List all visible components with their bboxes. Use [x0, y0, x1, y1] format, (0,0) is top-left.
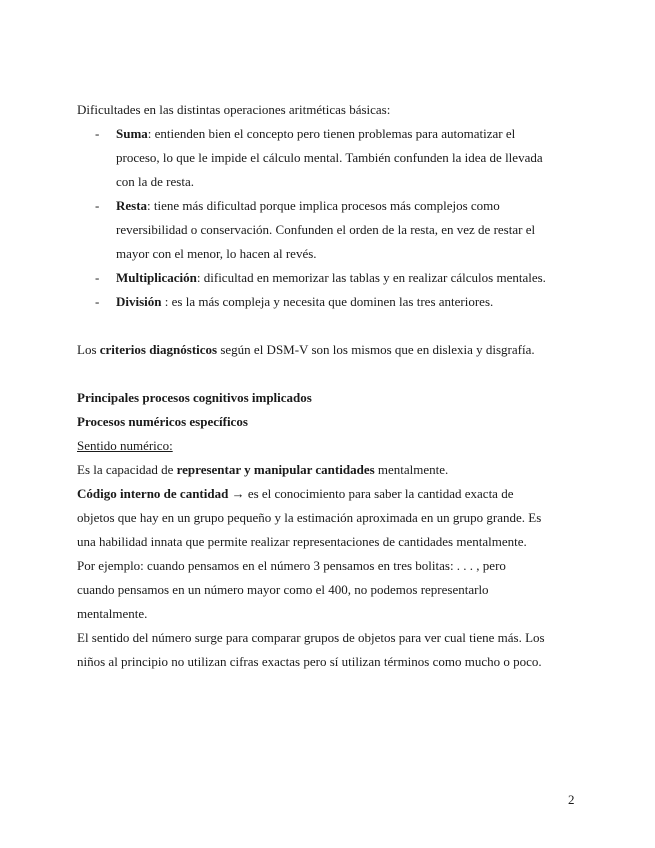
- bullet-dash: -: [95, 198, 100, 213]
- heading-procesos-cognitivos: Principales procesos cognitivos implicados: [77, 390, 312, 405]
- bullet-suma-line3: con la de resta.: [116, 174, 194, 189]
- bullet-dash: -: [95, 294, 100, 309]
- example-line1: Por ejemplo: cuando pensamos en el número 3 pensamos en tres bolitas: . . . , pero: [77, 558, 506, 573]
- codigo-line3: una habilidad innata que permite realizar representaciones de cantidades mentalmente.: [77, 534, 527, 549]
- bullet-suma-term: Suma: [116, 126, 148, 141]
- bullet-multiplicacion-line1: Multiplicación: dificultad en memorizar las tablas y en realizar cálculos mentales.: [116, 270, 546, 285]
- heading-procesos-numericos: Procesos numéricos específicos: [77, 414, 248, 429]
- bullet-dash: -: [95, 126, 100, 141]
- bullet-suma-line1: Suma: entienden bien el concepto pero tienen problemas para automatizar el: [116, 126, 516, 141]
- bullet-division-term: División: [116, 294, 162, 309]
- page-number: 2: [568, 792, 575, 807]
- criteria-bold: criterios diagnósticos: [99, 342, 218, 357]
- definition-bold: representar y manipular cantidades: [176, 462, 375, 477]
- example-line3: mentalmente.: [77, 606, 148, 621]
- example-line2: cuando pensamos en un número mayor como el 400, no podemos representarlo: [77, 582, 489, 597]
- criteria-paragraph: Los criterios diagnósticos según el DSM-V son los mismos que en dislexia y disgrafía.: [77, 342, 535, 357]
- bullet-resta-line1: Resta: tiene más dificultad porque implica procesos más complejos como: [116, 198, 500, 213]
- bullet-resta-line3: mayor con el menor, lo hacen al revés.: [116, 246, 317, 261]
- bullet-suma-line2: proceso, lo que le impide el cálculo mental. También confunden la idea de llevada: [116, 150, 543, 165]
- closing-line1: El sentido del número surge para comparar grupos de objetos para ver cual tiene más. Los: [77, 630, 545, 645]
- subheading-sentido-numerico: Sentido numérico:: [77, 438, 173, 453]
- codigo-line1: Código interno de cantidad → es el conocimiento para saber la cantidad exacta de: [77, 486, 514, 501]
- bullet-resta-term: Resta: [116, 198, 148, 213]
- definition-paragraph: Es la capacidad de representar y manipular cantidades mentalmente.: [77, 462, 449, 477]
- intro-text: Dificultades en las distintas operaciones aritméticas básicas:: [77, 102, 391, 117]
- codigo-bold: Código interno de cantidad: [77, 486, 229, 501]
- bullet-multiplicacion-term: Multiplicación: [116, 270, 197, 285]
- bullet-dash: -: [95, 270, 100, 285]
- bullet-division-line1: División : es la más compleja y necesita que dominen las tres anteriores.: [116, 294, 494, 309]
- bullet-resta-line2: reversibilidad o conservación. Confunden el orden de la resta, en vez de restar el: [116, 222, 536, 237]
- codigo-line2: objetos que hay en un grupo pequeño y la estimación aproximada en un grupo grande. Es: [77, 510, 542, 525]
- closing-line2: niños al principio no utilizan cifras exactas pero sí utilizan términos como mucho o poco.: [77, 654, 542, 669]
